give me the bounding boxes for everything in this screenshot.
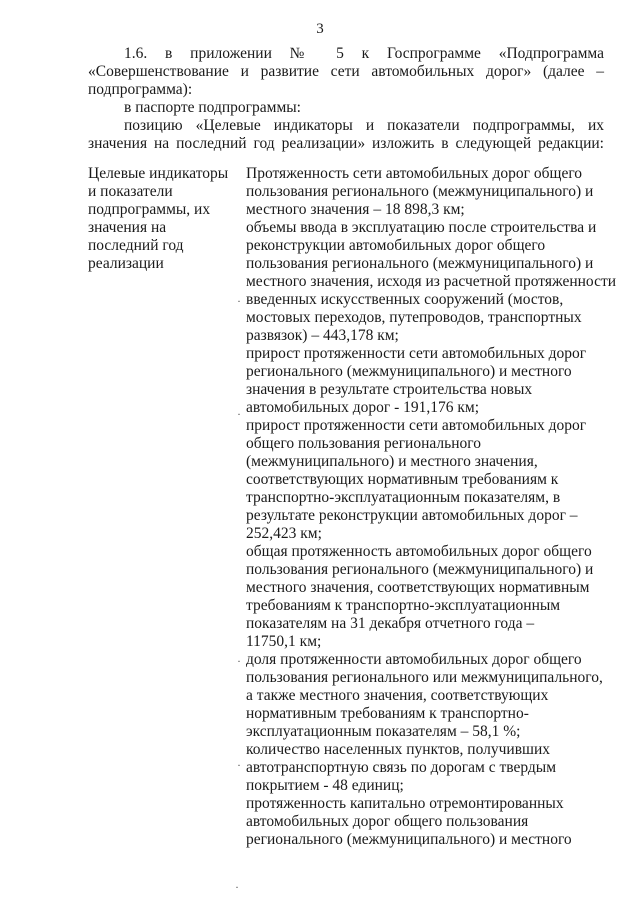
indicator-line: автотранспортную связь по дорогам с твердым xyxy=(246,759,557,776)
scan-speck: · xyxy=(237,758,241,772)
indicator-line: соответствующих нормативным требованиям к xyxy=(246,471,559,488)
indicator-line: общая протяженность автомобильных дорог общего xyxy=(246,543,592,560)
scan-speck: · xyxy=(237,294,241,308)
indicator-line: введенных искусственных сооружений (мостов, xyxy=(246,291,564,308)
indicator-line: пользования регионального (межмуниципального) и xyxy=(246,255,594,272)
indicator-line: пользования регионального или межмуниципального, xyxy=(246,669,603,686)
page-number: 3 xyxy=(316,21,324,37)
indicator-paragraph xyxy=(246,543,604,651)
left-col-line: значения на xyxy=(88,219,167,236)
indicator-line: протяженность капитально отремонтированных xyxy=(246,795,564,812)
indicator-line: реконструкции автомобильных дорог общего xyxy=(246,237,546,254)
indicator-line: развязок) – 443,178 км; xyxy=(246,327,399,344)
scan-speck: · xyxy=(235,880,239,894)
indicator-paragraph xyxy=(246,417,604,543)
indicator-line: регионального (межмуниципального) и местного xyxy=(246,363,572,380)
indicator-paragraph xyxy=(246,345,604,417)
intro-line-3: подпрограмма): xyxy=(88,81,193,98)
indicator-paragraph xyxy=(246,741,604,795)
left-col-line: реализации xyxy=(88,255,164,272)
indicator-line: 252,423 км; xyxy=(246,525,322,542)
indicator-line: показателям на 31 декабря отчетного года – xyxy=(246,615,535,632)
indicator-line: регионального (межмуниципального) и местного xyxy=(246,831,572,848)
indicator-line: покрытием - 48 единиц; xyxy=(246,777,404,794)
indicator-line: 11750,1 км; xyxy=(246,633,322,650)
indicator-line: прирост протяженности сети автомобильных дорог xyxy=(246,417,587,434)
indicator-line: нормативным требованиям к транспортно- xyxy=(246,705,529,722)
indicator-line: общего пользования регионального xyxy=(246,435,481,452)
indicator-line: значения в результате строительства новых xyxy=(246,381,533,398)
indicator-line: результате реконструкции автомобильных дорог – xyxy=(246,507,578,524)
indicator-line: пользования регионального (межмуниципального) и xyxy=(246,183,594,200)
indicator-line: местного значения, исходя из расчетной протяженности xyxy=(246,273,617,290)
left-col-line: последний год xyxy=(88,237,184,254)
indicator-line: автомобильных дорог - 191,176 км; xyxy=(246,399,480,416)
indicator-line: эксплуатационным показателям – 58,1 %; xyxy=(246,723,521,740)
indicator-line: количество населенных пунктов, получивших xyxy=(246,741,551,758)
indicator-paragraph xyxy=(246,165,604,219)
indicator-line: автомобильных дорог общего пользования xyxy=(246,813,529,830)
intro-section xyxy=(88,45,604,153)
indicator-paragraph xyxy=(246,795,604,849)
left-col-line: и показатели xyxy=(88,183,173,200)
indicator-line: пользования регионального (межмуниципального) и xyxy=(246,561,594,578)
indicator-line: доля протяженности автомобильных дорог общего xyxy=(246,651,582,668)
intro-line-4: в паспорте подпрограммы: xyxy=(124,99,301,116)
indicator-line: мостовых переходов, путепроводов, транспортных xyxy=(246,309,582,326)
indicator-paragraph xyxy=(246,219,617,345)
left-col-line: подпрограммы, их xyxy=(88,201,211,218)
indicator-line: местного значения – 18 898,3 км; xyxy=(246,201,465,218)
table-right-column xyxy=(246,165,617,849)
indicator-line: а также местного значения, соответствующих xyxy=(246,687,549,704)
intro-line-2: «Совершенствование и развитие сети автомобильных дорог» (далее – xyxy=(88,63,604,80)
intro-line-5: позицию «Целевые индикаторы и показатели подпрограммы, их xyxy=(124,117,604,134)
indicator-line: требованиям к транспортно-эксплуатационным xyxy=(246,597,561,614)
indicator-line: местного значения, соответствующих нормативным xyxy=(246,579,590,596)
indicator-line: (межмуниципального) и местного значения, xyxy=(246,453,538,470)
table-left-column xyxy=(88,165,238,273)
left-col-line: Целевые индикаторы xyxy=(88,165,229,182)
indicator-line: объемы ввода в эксплуатацию после строительства и xyxy=(246,219,597,236)
indicator-paragraph xyxy=(246,651,604,741)
indicator-line: прирост протяженности сети автомобильных дорог xyxy=(246,345,587,362)
indicator-line: Протяженность сети автомобильных дорог общего xyxy=(246,165,583,182)
intro-line-6: значения на последний год реализации» изложить в следующей редакции: xyxy=(88,135,604,152)
scan-speck: · xyxy=(237,407,241,421)
intro-line-1: 1.6. в приложении № 5 к Госпрограмме «Подпрограмма xyxy=(124,45,604,62)
indicator-line: транспортно-эксплуатационным показателям, в xyxy=(246,489,561,506)
scan-speck: · xyxy=(237,654,241,668)
